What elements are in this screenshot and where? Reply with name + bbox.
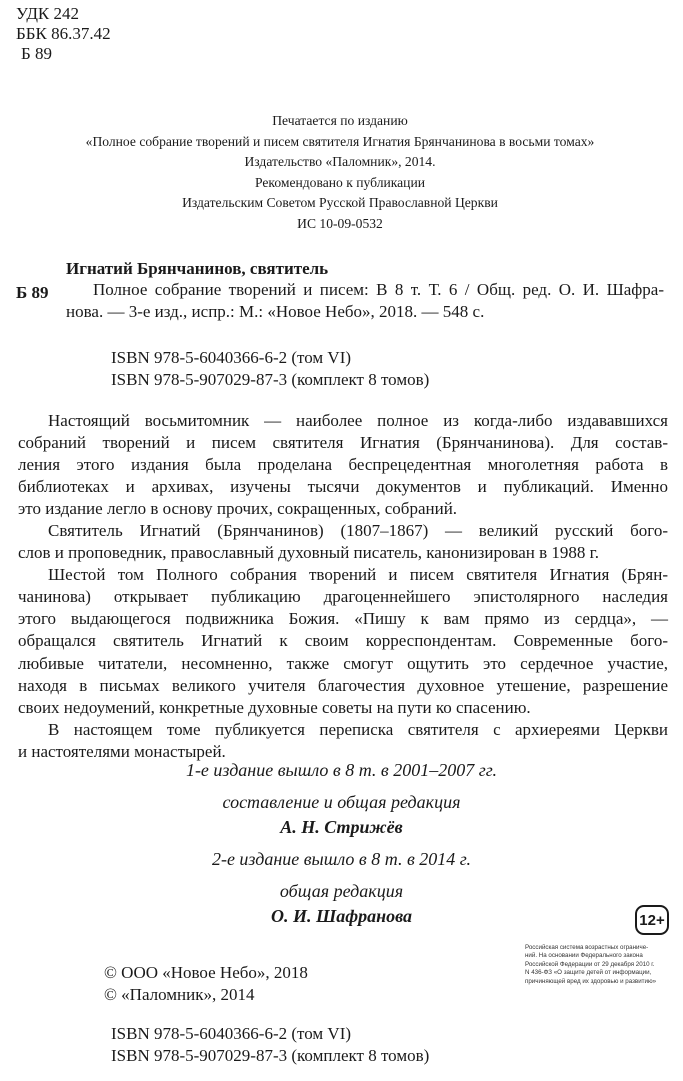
isbn-line: ISBN 978-5-907029-87-3 (комплект 8 томов) xyxy=(111,370,430,389)
abstract-line: и настоятелями монастырей. xyxy=(18,741,226,761)
abstract-line: слов и проповедник, православный духовный писатель, канонизирован в 1988 г. xyxy=(18,543,599,563)
second-edition-role: общая редакция xyxy=(279,881,404,901)
biblio-line: Полное собрание творений и писем: В 8 т. Т. 6 / Общ. ред. О. И. Шафра- xyxy=(93,280,664,299)
abstract-line: собраний творений и писем святителя Игнатия (Брянчанинова). Для состав- xyxy=(18,433,668,453)
bbk-code: ББК 86.37.42 xyxy=(16,24,111,43)
udk-code: УДК 242 xyxy=(16,4,80,23)
abstract-line: Святитель Игнатий (Брянчанинов) (1807–1867) — великий русский бого- xyxy=(48,521,668,541)
pubinfo-line: Рекомендовано к публикации xyxy=(254,174,426,190)
margin-code: Б 89 xyxy=(16,283,49,302)
bibliographic-record xyxy=(66,279,664,323)
abstract-line: своих недоумений, конкретные духовные советы на пути ко спасению. xyxy=(18,697,531,717)
isbn-line: ISBN 978-5-907029-87-3 (комплект 8 томов) xyxy=(111,1046,430,1065)
abstract-line: В настоящем томе публикуется переписка святителя с архиереями Церкви xyxy=(48,719,668,739)
first-edition-editor: А. Н. Стрижёв xyxy=(280,817,403,837)
abstract-line: ления этого издания была проделана беспрецедентная многолетняя работа в xyxy=(18,455,668,475)
classification-codes xyxy=(16,4,111,64)
age-rating-badge: 12+ xyxy=(635,905,669,935)
age-note-line: Российской Федерации от 29 декабря 2010 г. xyxy=(525,960,655,968)
publication-info xyxy=(40,111,640,234)
first-edition-role: составление и общая редакция xyxy=(222,792,461,812)
abstract-line: этого выдающегося подвижника Божия. «Пишу к вам прямо из сердца», — xyxy=(18,609,668,629)
isbn-block-bottom xyxy=(111,1023,429,1067)
isbn-line: ISBN 978-5-6040366-6-2 (том VI) xyxy=(111,348,352,367)
abstract xyxy=(18,410,668,763)
author-sign-code: Б 89 xyxy=(21,44,53,63)
pubinfo-line: Издательство «Паломник», 2014. xyxy=(244,154,436,169)
abstract-line: это издание легло в основу прочих, сокращенных, собраний. xyxy=(18,499,458,519)
abstract-line: чанинова) открывает публикацию драгоценнейшего эпистолярного наследия xyxy=(18,587,668,607)
pubinfo-line: Издательским Советом Русской Православной Церкви xyxy=(182,195,498,210)
age-rating-note xyxy=(525,944,675,986)
copyright-line: © ООО «Новое Небо», 2018 xyxy=(104,963,308,982)
first-edition-note: 1-е издание вышло в 8 т. в 2001–2007 гг. xyxy=(185,760,498,780)
age-note-line: причиняющей вред их здоровью и развитию» xyxy=(525,977,657,985)
second-edition-note: 2-е издание вышло в 8 т. в 2014 г. xyxy=(211,849,472,869)
abstract-line: находя в письмах великого учителя благочестия духовное утешение, разрешение xyxy=(18,675,668,695)
age-note-line: ний. На основании Федерального закона xyxy=(525,952,643,960)
age-note-line: Российская система возрастных ограниче- xyxy=(525,944,649,951)
abstract-line: любивые читатели, несомненно, также смогут ощутить это сердечное участие, xyxy=(18,653,668,673)
pubinfo-line: Печатается по изданию xyxy=(272,113,408,128)
pubinfo-line: ИС 10-09-0532 xyxy=(297,215,383,231)
abstract-line: Настоящий восьмитомник — наиболее полное из когда-либо издававшихся xyxy=(48,411,668,430)
author-heading: Игнатий Брянчанинов, святитель xyxy=(66,259,329,278)
abstract-line: Шестой том Полного собрания творений и писем святителя Игнатия (Брян- xyxy=(48,565,668,585)
copyright-line: © «Паломник», 2014 xyxy=(104,985,255,1004)
age-note-line: N 436-ФЗ «О защите детей от информации, xyxy=(525,969,652,977)
copyright-block xyxy=(104,962,308,1006)
abstract-line: библиотеках и архивах, изучены тысячи документов и публикаций. Именно xyxy=(18,477,668,497)
pubinfo-line: «Полное собрание творений и писем святителя Игнатия Брянчанинова в восьми томах» xyxy=(85,133,595,149)
isbn-line: ISBN 978-5-6040366-6-2 (том VI) xyxy=(111,1024,352,1043)
isbn-block-top xyxy=(111,347,429,391)
biblio-line: нова. — 3-е изд., испр.: М.: «Новое Небо», 2018. — 548 с. xyxy=(66,302,485,321)
second-edition-editor: О. И. Шафранова xyxy=(270,906,413,926)
abstract-line: обращался святитель Игнатий к своим корреспондентам. Современные бого- xyxy=(18,631,668,651)
